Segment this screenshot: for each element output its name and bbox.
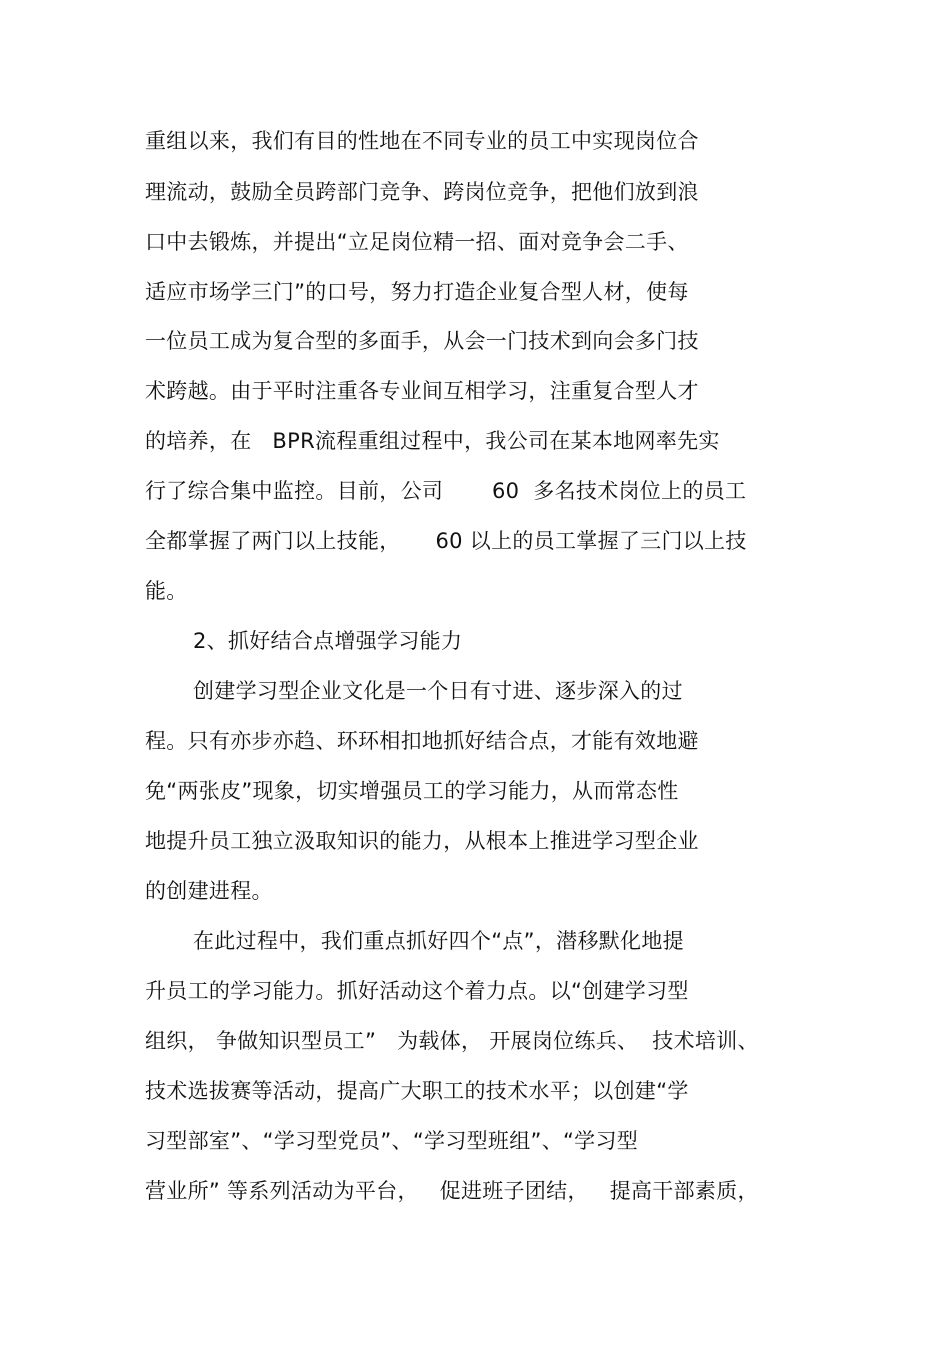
text-line: 营业所” 等系列活动为平台， 促进班子团结， 提高干部素质， bbox=[145, 1179, 759, 1203]
text-line: 在此过程中，我们重点抓好四个“点”，潜移默化地提 bbox=[193, 929, 684, 953]
text-line: 创建学习型企业文化是一个日有寸进、逐步深入的过 bbox=[193, 679, 683, 703]
text-line: 适应市场学三门”的口号，努力打造企业复合型人材，使每 bbox=[145, 280, 689, 304]
text-line: 一位员工成为复合型的多面手，从会一门技术到向会多门技 bbox=[145, 329, 699, 353]
text-line: 能。 bbox=[145, 579, 188, 603]
text-line: 程。只有亦步亦趋、环环相扣地抓好结合点，才能有效地避 bbox=[145, 729, 699, 753]
text-line: 理流动，鼓励全员跨部门竞争、跨岗位竞争，把他们放到浪 bbox=[145, 180, 699, 204]
text-line: 重组以来，我们有目的性地在不同专业的员工中实现岗位合 bbox=[145, 129, 699, 153]
text-line: 行了综合集中监控。目前，公司 60 多名技术岗位上的员工 bbox=[145, 479, 747, 503]
text-line: 的创建进程。 bbox=[145, 879, 273, 903]
text-line: 术跨越。由于平时注重各专业间互相学习，注重复合型人才 bbox=[145, 379, 699, 403]
text-line: 地提升员工独立汲取知识的能力，从根本上推进学习型企业 bbox=[145, 829, 699, 853]
text-line: 免“两张皮”现象，切实增强员工的学习能力，从而常态性 bbox=[145, 779, 679, 803]
text-line: 升员工的学习能力。抓好活动这个着力点。以“创建学习型 bbox=[145, 979, 689, 1003]
text-line: 全都掌握了两门以上技能， 60 以上的员工掌握了三门以上技 bbox=[145, 529, 747, 553]
section-heading: 2、抓好结合点增强学习能力 bbox=[193, 629, 463, 653]
text-line: 的培养，在 BPR流程重组过程中，我公司在某本地网率先实 bbox=[145, 429, 720, 453]
text-line: 技术选拔赛等活动，提高广大职工的技术水平；以创建“学 bbox=[145, 1079, 689, 1103]
text-line: 口中去锻炼，并提出“立足岗位精一招、面对竞争会二手、 bbox=[145, 230, 689, 254]
text-line: 组织， 争做知识型员工” 为载体， 开展岗位练兵、 技术培训、 bbox=[145, 1029, 759, 1053]
text-line: 习型部室”、“学习型党员”、“学习型班组”、“学习型 bbox=[145, 1129, 639, 1153]
